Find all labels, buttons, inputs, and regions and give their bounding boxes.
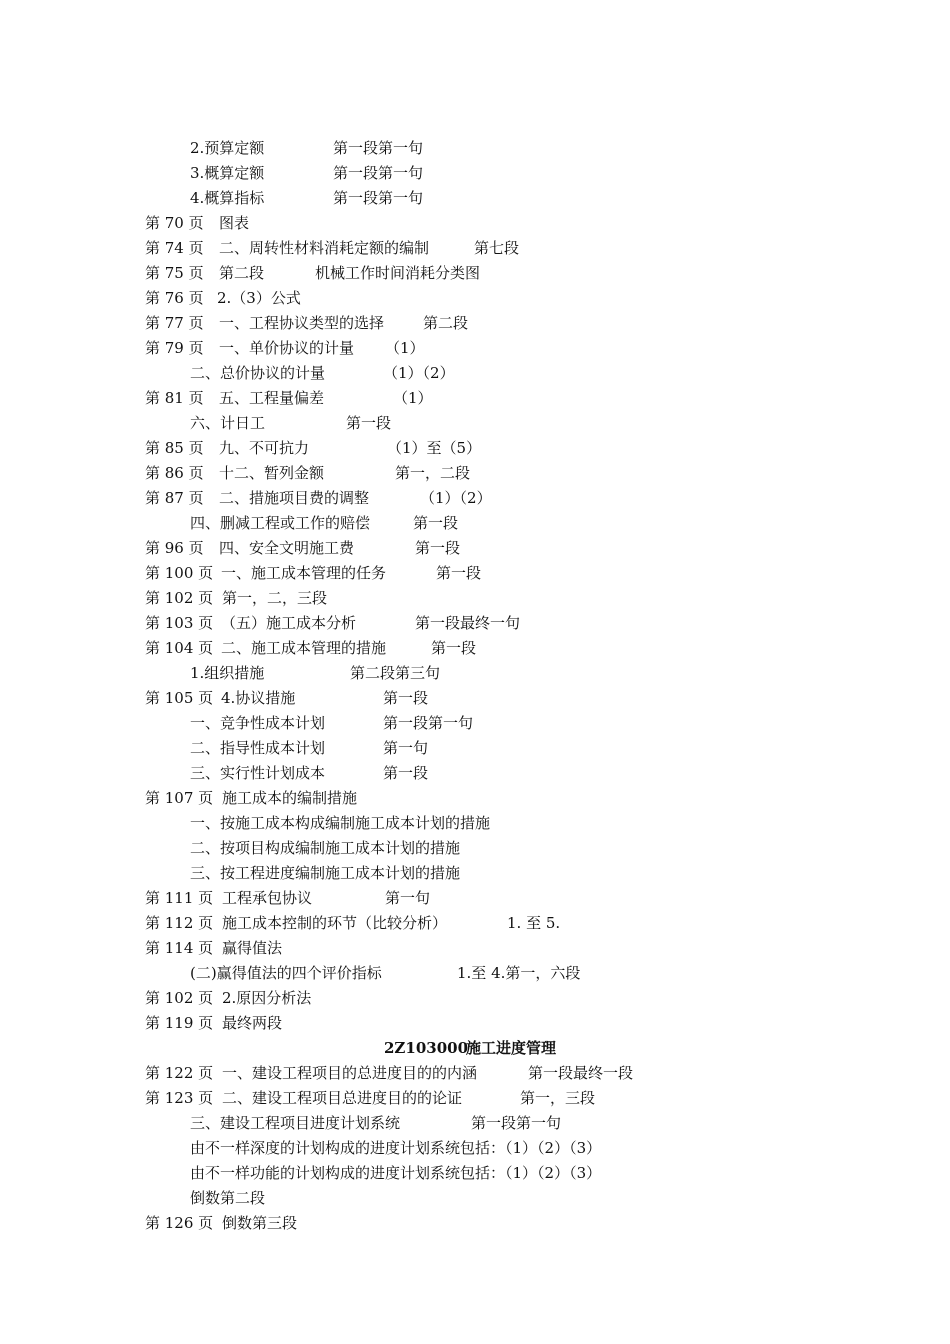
line-segment: 第 112 页: [145, 914, 214, 932]
line-segment: 第 105 页: [145, 689, 214, 707]
line-segment: 第一段第一句: [333, 164, 424, 182]
line-segment: 九、不可抗力: [219, 439, 310, 457]
line-segment: 施工进度管理: [466, 1039, 557, 1057]
line-segment: 第 119 页: [145, 1014, 214, 1032]
line-segment: 第 103 页: [145, 614, 214, 632]
line-segment: 4.协议措施: [221, 689, 296, 707]
line-segment: 第一，二，三段: [222, 589, 328, 607]
line-segment: 五、工程量偏差: [219, 389, 325, 407]
line-segment: 十二、暂列金额: [219, 464, 325, 482]
line-segment: 第 87 页: [145, 489, 204, 507]
line-segment: 二、总价协议的计量: [190, 364, 326, 382]
line-segment: 第 100 页: [145, 564, 214, 582]
line-segment: 第二段: [423, 314, 469, 332]
line-segment: 第 96 页: [145, 539, 204, 557]
line-segment: 第二段第三句: [350, 664, 441, 682]
line-segment: 第一段: [346, 414, 392, 432]
line-segment: 第 70 页: [145, 214, 204, 232]
line-segment: 二、按项目构成编制施工成本计划的措施: [190, 839, 461, 857]
line-segment: （1）（2）: [420, 489, 492, 507]
line-segment: 最终两段: [222, 1014, 283, 1032]
line-segment: 第 122 页: [145, 1064, 214, 1082]
line-segment: 3.概算定额: [190, 164, 265, 182]
line-segment: 赢得值法: [222, 939, 283, 957]
line-segment: 二、指导性成本计划: [190, 739, 326, 757]
line-segment: 工程承包协议: [222, 889, 313, 907]
line-segment: 二、周转性材料消耗定额的编制: [219, 239, 430, 257]
line-segment: 2.原因分析法: [222, 989, 312, 1007]
line-segment: 一、单价协议的计量: [219, 339, 355, 357]
line-segment: 第一句: [383, 739, 429, 757]
line-segment: 2.（3）公式: [217, 289, 301, 307]
line-segment: 1.组织措施: [190, 664, 265, 682]
line-segment: 第 76 页: [145, 289, 204, 307]
line-segment: （1）: [385, 339, 425, 357]
line-segment: 第 111 页: [145, 889, 214, 907]
line-segment: 二、措施项目费的调整: [219, 489, 370, 507]
line-segment: 四、安全文明施工费: [219, 539, 355, 557]
line-segment: 第 81 页: [145, 389, 204, 407]
line-segment: 施工成本控制的环节（比较分析）: [222, 914, 448, 932]
line-segment: 第 107 页: [145, 789, 214, 807]
line-segment: 2Z103000: [384, 1039, 469, 1057]
line-segment: 第 74 页: [145, 239, 204, 257]
line-segment: 由不一样深度的计划构成的进度计划系统包括：（1）（2）（3）: [190, 1139, 602, 1157]
line-segment: 第 114 页: [145, 939, 214, 957]
line-segment: 第 126 页: [145, 1214, 214, 1232]
line-segment: 第一，三段: [520, 1089, 596, 1107]
line-segment: 第一段: [413, 514, 459, 532]
line-segment: 第一段最终一段: [528, 1064, 634, 1082]
line-segment: 六、计日工: [190, 414, 266, 432]
line-segment: 第一段: [431, 639, 477, 657]
line-segment: 第二段: [219, 264, 265, 282]
line-segment: 第七段: [474, 239, 520, 257]
line-segment: 第 123 页: [145, 1089, 214, 1107]
line-segment: 第一段最终一句: [415, 614, 521, 632]
line-segment: 四、删减工程或工作的赔偿: [190, 514, 371, 532]
line-segment: 第一段: [415, 539, 461, 557]
line-segment: 一、施工成本管理的任务: [221, 564, 387, 582]
line-segment: 第 79 页: [145, 339, 204, 357]
line-segment: 三、建设工程项目进度计划系统: [190, 1114, 401, 1132]
line-segment: 一、竞争性成本计划: [190, 714, 326, 732]
line-segment: 图表: [219, 214, 250, 232]
line-segment: (二)赢得值法的四个评价指标: [190, 964, 382, 982]
line-segment: 第 102 页: [145, 589, 214, 607]
line-segment: （1）至（5）: [387, 439, 482, 457]
line-segment: 第一句: [385, 889, 431, 907]
line-segment: 机械工作时间消耗分类图: [315, 264, 481, 282]
line-segment: 第一段: [383, 764, 429, 782]
line-segment: 第一段第一句: [383, 714, 474, 732]
line-segment: 二、建设工程项目总进度目的的论证: [222, 1089, 463, 1107]
line-segment: 第一，二段: [395, 464, 471, 482]
line-segment: 第一段第一句: [471, 1114, 562, 1132]
line-segment: 第一段: [383, 689, 429, 707]
line-segment: 三、按工程进度编制施工成本计划的措施: [190, 864, 461, 882]
line-segment: 二、施工成本管理的措施: [221, 639, 387, 657]
line-segment: 倒数第三段: [222, 1214, 298, 1232]
line-segment: 第 104 页: [145, 639, 214, 657]
line-segment: 倒数第二段: [190, 1189, 266, 1207]
line-segment: 第 102 页: [145, 989, 214, 1007]
line-segment: 三、实行性计划成本: [190, 764, 326, 782]
line-segment: 4.概算指标: [190, 189, 265, 207]
line-segment: 一、工程协议类型的选择: [219, 314, 385, 332]
line-segment: 第 75 页: [145, 264, 204, 282]
line-segment: 第一段第一句: [333, 189, 424, 207]
line-segment: （五）施工成本分析: [221, 614, 357, 632]
line-segment: 施工成本的编制措施: [222, 789, 358, 807]
line-segment: （1）（2）: [383, 364, 455, 382]
line-segment: 第 77 页: [145, 314, 204, 332]
line-segment: 第一段第一句: [333, 139, 424, 157]
line-segment: 1. 至 5.: [507, 914, 561, 932]
line-segment: 第一段: [436, 564, 482, 582]
line-segment: 一、建设工程项目的总进度目的的内涵: [222, 1064, 478, 1082]
line-segment: 第 86 页: [145, 464, 204, 482]
line-segment: （1）: [393, 389, 433, 407]
line-segment: 一、按施工成本构成编制施工成本计划的措施: [190, 814, 491, 832]
line-segment: 2.预算定额: [190, 139, 265, 157]
line-segment: 第 85 页: [145, 439, 204, 457]
line-segment: 1.至 4.第一，六段: [457, 964, 581, 982]
line-segment: 由不一样功能的计划构成的进度计划系统包括：（1）（2）（3）: [190, 1164, 602, 1182]
